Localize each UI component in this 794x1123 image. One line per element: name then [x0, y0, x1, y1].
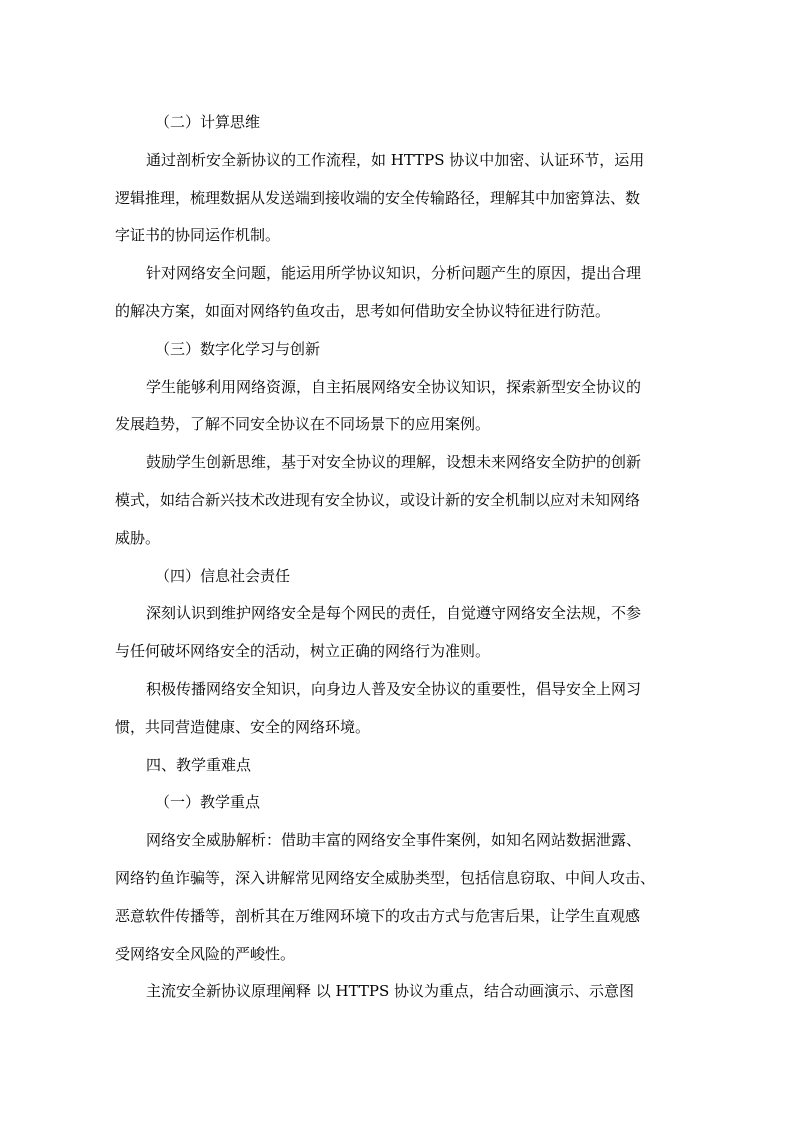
- paragraph-line: 字证书的协同运作机制。: [115, 226, 281, 245]
- paragraph-line: 逻辑推理，梳理数据从发送端到接收端的安全传输路径，理解其中加密算法、数: [115, 188, 641, 207]
- paragraph-line: 网络钓鱼诈骗等，深入讲解常见网络安全威胁类型，包括信息窃取、中间人攻击、: [115, 868, 656, 887]
- paragraph-line: 鼓励学生创新思维，基于对安全协议的理解，设想未来网络安全防护的创新: [146, 453, 642, 472]
- paragraph-line: 发展趋势，了解不同安全协议在不同场景下的应用案例。: [115, 415, 491, 434]
- subheading-teaching-key-points: （一）教学重点: [155, 793, 261, 812]
- paragraph-line: 深刻认识到维护网络安全是每个网民的责任，自觉遵守网络安全法规，不参: [146, 604, 642, 623]
- subheading-computational-thinking: （二）计算思维: [155, 113, 261, 131]
- subheading-digital-learning: （三）数字化学习与创新: [155, 339, 321, 358]
- paragraph-line: 网络安全威胁解析：借助丰富的网络安全事件案例，如知名网站数据泄露、: [146, 831, 642, 850]
- paragraph-line: 受网络安全风险的严峻性。: [115, 944, 296, 963]
- paragraph-line: 积极传播网络安全知识，向身边人普及安全协议的重要性，倡导安全上网习: [146, 679, 642, 698]
- paragraph-line: 惯，共同营造健康、安全的网络环境。: [115, 717, 371, 736]
- paragraph-line: 通过剖析安全新协议的工作流程，如 HTTPS 协议中加密、认证环节，运用: [146, 150, 645, 169]
- paragraph-line: 模式，如结合新兴技术改进现有安全协议，或设计新的安全机制以应对未知网络: [115, 490, 641, 509]
- paragraph-line: 的解决方案，如面对网络钓鱼攻击，思考如何借助安全协议特征进行防范。: [115, 301, 611, 320]
- paragraph-line: 主流安全新协议原理阐释 以 HTTPS 协议为重点，结合动画演示、示意图: [146, 982, 635, 1001]
- paragraph-line: 学生能够利用网络资源，自主拓展网络安全协议知识，探索新型安全协议的: [146, 377, 642, 396]
- paragraph-line: 与任何破坏网络安全的活动，树立正确的网络行为准则。: [115, 642, 491, 661]
- section-heading-teaching-focus: 四、教学重难点: [146, 755, 252, 774]
- document-body: [115, 104, 685, 1011]
- paragraph-line: 恶意软件传播等，剖析其在万维网环境下的攻击方式与危害后果，让学生直观感: [115, 906, 641, 925]
- paragraph-line: 威胁。: [115, 528, 161, 547]
- subheading-social-responsibility: （四）信息社会责任: [155, 566, 291, 585]
- paragraph-line: 针对网络安全问题，能运用所学协议知识，分析问题产生的原因，提出合理: [146, 264, 642, 283]
